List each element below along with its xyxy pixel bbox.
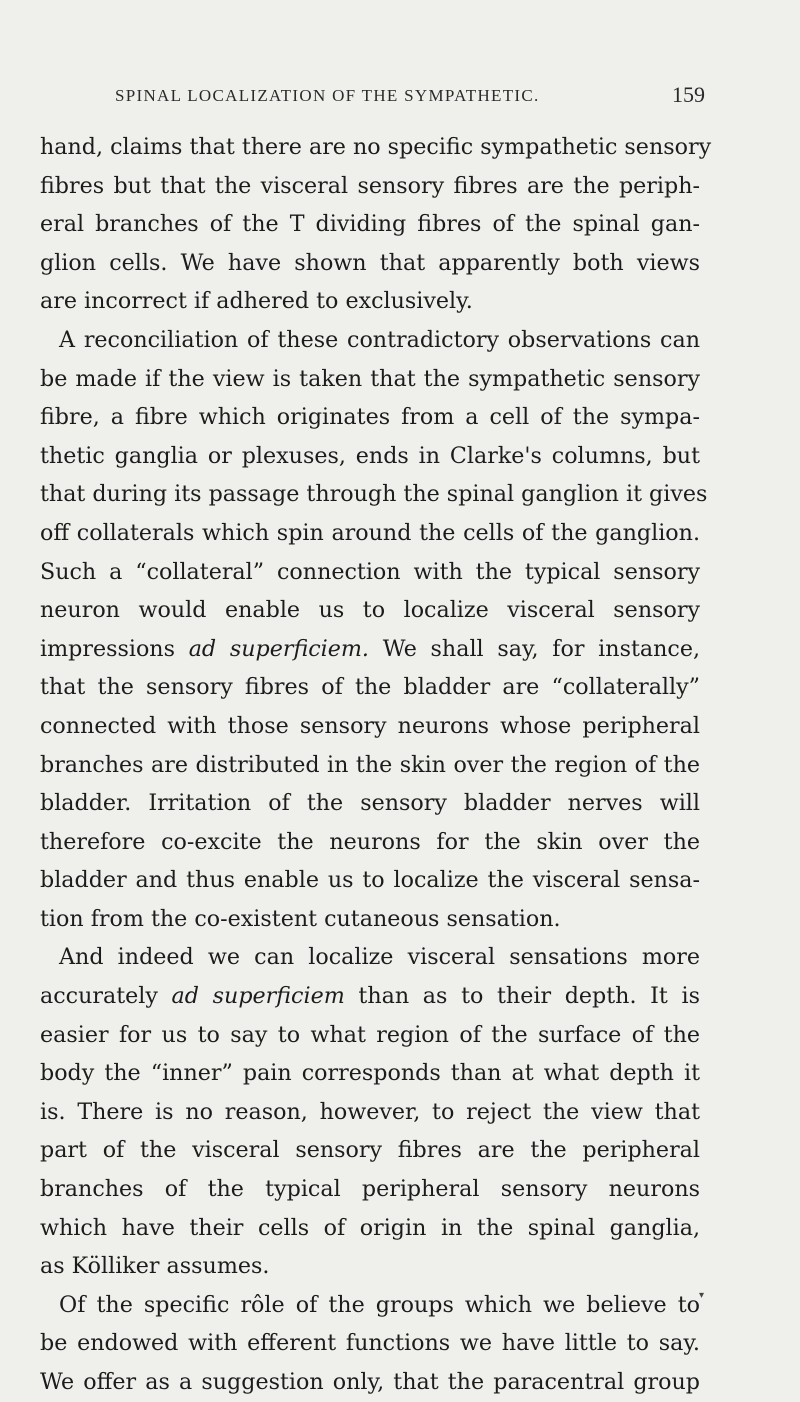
text-line: fibre, a fibre which originates from a cell of the sympa-	[40, 404, 700, 431]
text-line: neuron would enable us to localize visceral sensory	[40, 597, 700, 624]
text-segment: than as to their depth. It is	[344, 983, 700, 1010]
text-line: easier for us to say to what region of the surface of the	[40, 1021, 700, 1048]
text-line: bladder. Irritation of the sensory bladder nerves will	[40, 790, 700, 817]
text-line: which have their cells of origin in the spinal ganglia,	[40, 1214, 700, 1241]
italic-phrase: ad superficiem	[171, 983, 345, 1010]
text-line: that the sensory fibres of the bladder are “collaterally”	[40, 674, 700, 701]
text-line: bladder and thus enable us to localize the visceral sensa-	[40, 867, 700, 894]
text-line-with-italic	[40, 630, 700, 669]
text-segment: impressions	[40, 635, 189, 662]
body-text	[40, 128, 712, 1402]
print-speck-mark: ▾	[699, 1290, 705, 1301]
text-line: be endowed with efferent functions we have little to say.	[40, 1330, 700, 1357]
text-line: And indeed we can localize visceral sensations more	[59, 944, 700, 971]
text-line: hand, claims that there are no specific sympathetic sensory	[40, 134, 712, 160]
page-header	[115, 82, 705, 116]
running-head: SPINAL LOCALIZATION OF THE SYMPATHETIC.	[115, 86, 540, 105]
text-line: A reconciliation of these contradictory observations can	[59, 326, 700, 353]
text-line: glion cells. We have shown that apparently both views	[40, 249, 700, 276]
text-line: branches are distributed in the skin over the region of the	[40, 751, 700, 778]
text-line: is. There is no reason, however, to reject the view that	[40, 1098, 700, 1125]
text-line: that during its passage through the spinal ganglion it gives	[40, 481, 708, 508]
page-number: 159	[672, 82, 705, 107]
text-line: tion from the co-existent cutaneous sensation.	[40, 905, 561, 932]
text-line: be made if the view is taken that the sympathetic sensory	[40, 365, 700, 392]
text-line: therefore co-excite the neurons for the skin over the	[40, 828, 700, 855]
text-line: eral branches of the T dividing fibres of the spinal gan-	[40, 211, 700, 238]
text-line: part of the visceral sensory fibres are the peripheral	[40, 1137, 700, 1164]
text-line: fibres but that the visceral sensory fibres are the periph-	[40, 172, 700, 199]
text-line: off collaterals which spin around the cells of the ganglion.	[40, 519, 700, 546]
text-line: connected with those sensory neurons whose peripheral	[40, 712, 700, 739]
text-segment: accurately	[40, 983, 172, 1010]
text-line: We offer as a suggestion only, that the paracentral group	[40, 1369, 700, 1395]
text-line-with-italic	[40, 977, 700, 1016]
text-segment: We shall say, for instance,	[369, 635, 701, 662]
text-line: branches of the typical peripheral sensory neurons	[40, 1176, 700, 1203]
text-line: Of the specific rôle of the groups which we believe to	[59, 1291, 700, 1318]
text-line: thetic ganglia or plexuses, ends in Clarke's columns, but	[40, 442, 700, 469]
text-line: body the “inner” pain corresponds than at what depth it	[40, 1060, 700, 1087]
text-line: are incorrect if adhered to exclusively.	[40, 288, 473, 315]
italic-phrase: ad superficiem.	[188, 635, 369, 662]
text-line: Such a “collateral” connection with the typical sensory	[40, 558, 700, 585]
text-line: as Kölliker assumes.	[40, 1253, 270, 1280]
